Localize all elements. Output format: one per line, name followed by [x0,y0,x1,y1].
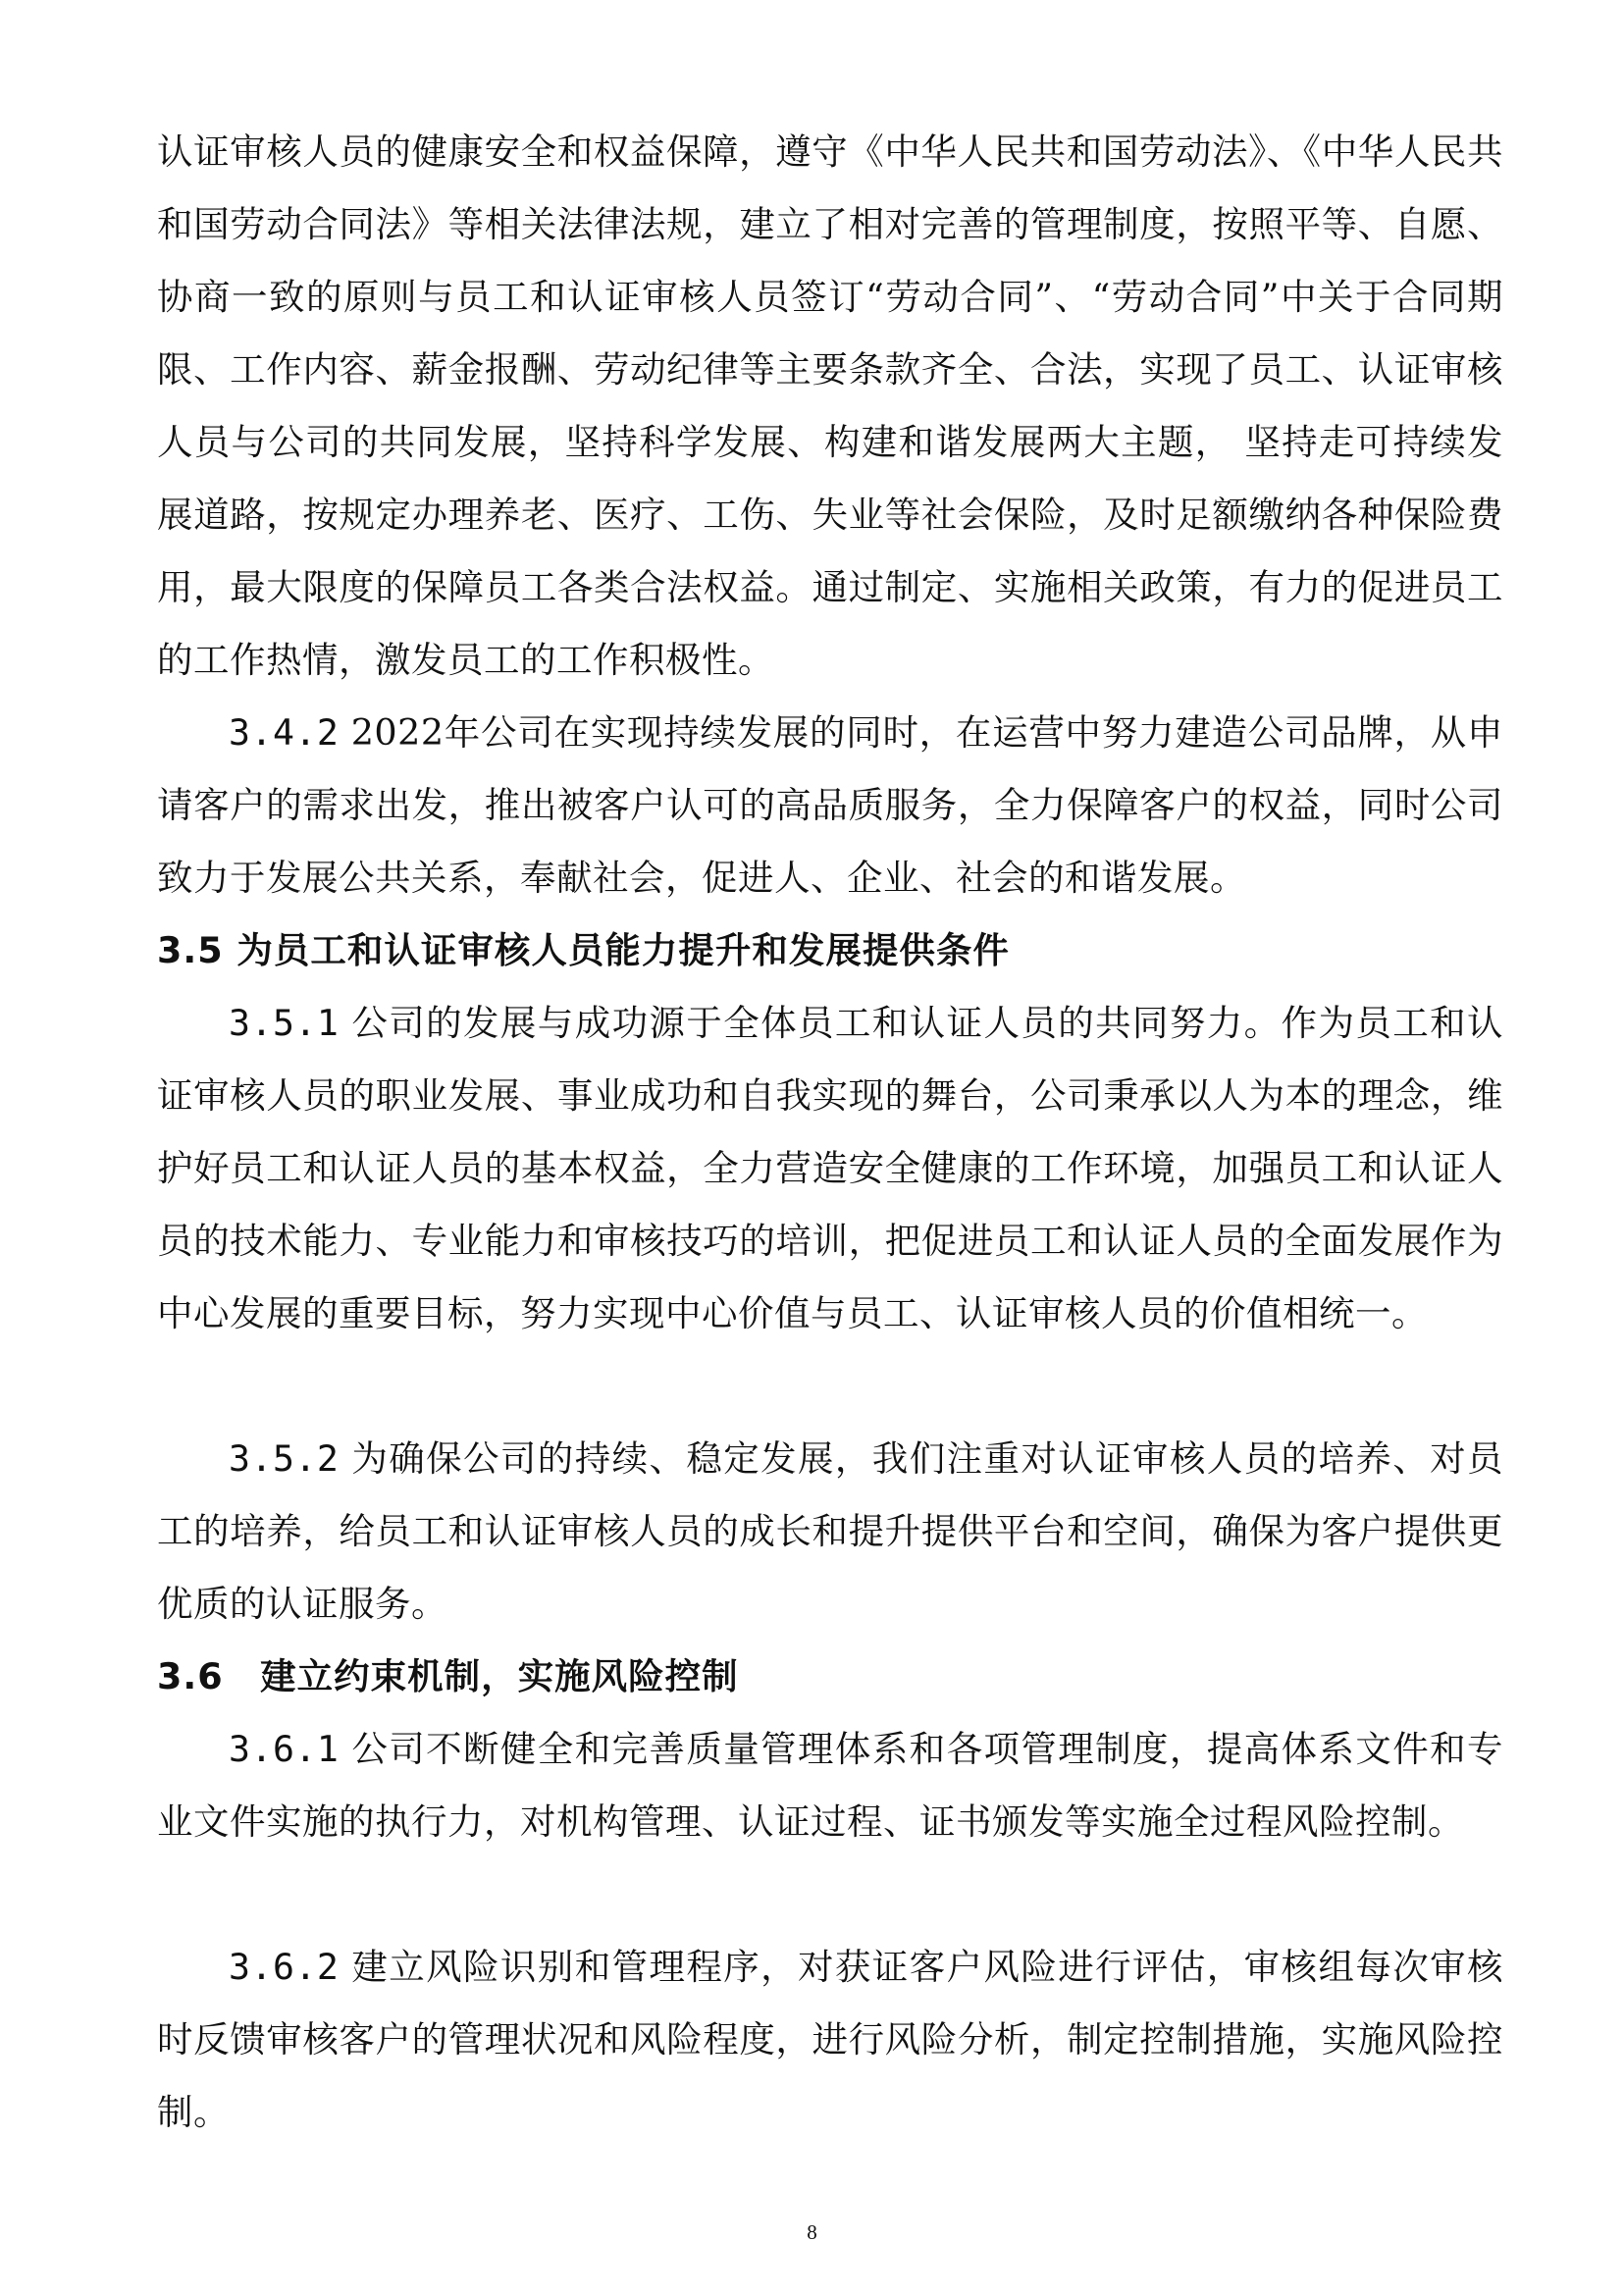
section-heading-3-5: 3.5 为员工和认证审核人员能力提升和发展提供条件 [157,929,1010,971]
intro-paragraph [157,116,1503,697]
paragraph-3-5-2 [157,1423,1503,1641]
page-number: 8 [807,2220,817,2244]
clause-text-3-4-2: 2022年公司在实现持续发展的同时，在运营中努力建造公司品牌，从申请客户的需求出发，推出被客户认可的高品质服务，全力保障客户的权益，同时公司致力于发展公共关系，奉献社会，促进人、企业、社会的和谐发展。 [157,711,1503,899]
clause-number-3-5-1: 3.5.1 [229,1002,340,1044]
paragraph-3-6-1 [157,1713,1503,1858]
clause-text-3-6-1: 公司不断健全和完善质量管理体系和各项管理制度，提高体系文件和专业文件实施的执行力，对机构管理、认证过程、证书颁发等实施全过程风险控制。 [157,1728,1503,1843]
paragraph-3-6-2 [157,1931,1503,2149]
clause-number-3-6-2: 3.6.2 [229,1946,340,1988]
clause-number-3-5-2: 3.5.2 [229,1437,340,1480]
clause-text-3-5-2: 为确保公司的持续、稳定发展，我们注重对认证审核人员的培养、对员工的培养，给员工和认证审核人员的成长和提升提供平台和空间，确保为客户提供更优质的认证服务。 [157,1437,1503,1625]
clause-text-3-5-1: 公司的发展与成功源于全体员工和认证人员的共同努力。作为员工和认证审核人员的职业发展、事业成功和自我实现的舞台，公司秉承以人为本的理念，维护好员工和认证人员的基本权益，全力营造安全健康的工作环境，加强员工和认证人员的技术能力、专业能力和审核技巧的培训，把促进员工和认证人员的全面发展作为中心发展的重要目标，努力实现中心价值与员工、认证审核人员的价值相统一。 [157,1002,1503,1334]
paragraph-3-5-1 [157,987,1503,1350]
clause-number-3-6-1: 3.6.1 [229,1728,340,1770]
section-heading-3-6: 3.6 建立约束机制，实施风险控制 [157,1655,739,1697]
clause-text-3-6-2: 建立风险识别和管理程序，对获证客户风险进行评估，审核组每次审核时反馈审核客户的管理状况和风险程度，进行风险分析，制定控制措施，实施风险控制。 [157,1946,1503,2133]
clause-number-3-4-2: 3.4.2 [229,711,340,754]
paragraph-3-4-2 [157,697,1503,914]
intro-paragraph-text: 认证审核人员的健康安全和权益保障，遵守《中华人民共和国劳动法》、《中华人民共和国劳动合同法》等相关法律法规，建立了相对完善的管理制度，按照平等、自愿、协商一致的原则与员工和认证审核人员签订“劳动合同”、“劳动合同”中关于合同期限、工作内容、薪金报酬、劳动纪律等主要条款齐全、合法，实现了员工、认证审核人员与公司的共同发展，坚持科学发展、构建和谐发展两大主题， 坚持走可持续发展道路，按规定办理养老、医疗、工伤、失业等社会保险，及时足额缴纳各种保险费用，最大限度的保障员工各类合法权益。通过制定、实施相关政策，有力的促进员工的工作热情，激发员工的工作积极性。 [157,130,1503,681]
